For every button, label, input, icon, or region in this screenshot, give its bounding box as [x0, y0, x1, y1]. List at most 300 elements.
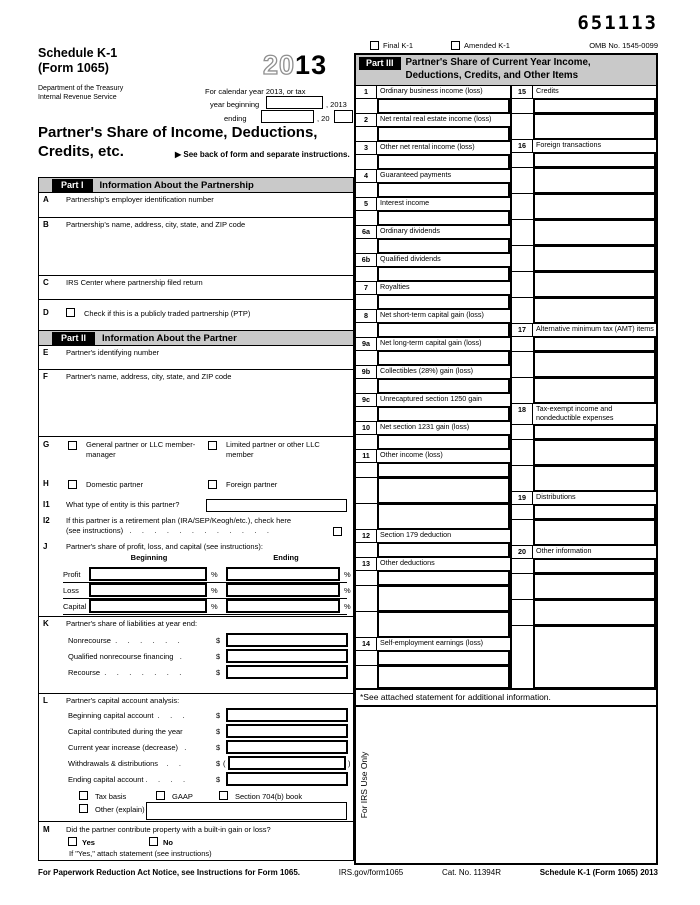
section-l-capital-account [39, 694, 353, 822]
j-profit-row [63, 567, 351, 583]
line-gutter [512, 600, 533, 626]
line-gutter [356, 543, 377, 558]
row-e-partner-id[interactable] [39, 346, 353, 370]
row-b-letter: B [43, 220, 49, 229]
line-label: Net rental real estate income (loss) [380, 114, 492, 124]
j-capital-row [63, 599, 351, 615]
line-number: 11 [356, 450, 377, 462]
schedule-title-block [38, 46, 117, 76]
l-withdrawals-label: Withdrawals & distributions . . [68, 759, 181, 768]
percent-sign: % [344, 602, 351, 611]
line-16-entry-box[interactable] [533, 219, 656, 246]
line-20-entry-row [512, 600, 656, 626]
line-3-entry-row [356, 155, 510, 170]
line-number: 19 [512, 492, 533, 504]
line-label: Guaranteed payments [380, 170, 452, 180]
line-number: 18 [512, 404, 533, 423]
l-ending-capital-row [68, 772, 347, 788]
line-number: 4 [356, 170, 377, 182]
line-16-entry-box[interactable] [533, 193, 656, 220]
l-withdrawals-input[interactable] [228, 756, 346, 770]
line-label: Credits [536, 86, 559, 96]
line-gutter [512, 194, 533, 220]
line-16-entry-row [512, 272, 656, 298]
part3-body [354, 53, 658, 865]
year-ending-yy-input[interactable] [334, 110, 353, 123]
row-d-label: Check if this is a publicly traded partnership (PTP) [84, 309, 251, 318]
dollar-sign: $ [216, 652, 221, 661]
line-9a-entry-row [356, 351, 510, 366]
j-capital-ending-input[interactable] [226, 599, 340, 613]
tax-basis-label: Tax basis [95, 792, 127, 801]
line-17-entry-box[interactable] [533, 351, 656, 378]
l-current-year-increase-label: Current year increase (decrease) . [68, 743, 187, 752]
line-12-entry-row [356, 543, 510, 558]
line-gutter [356, 127, 377, 142]
tax-basis-checkbox[interactable] [79, 791, 88, 800]
line-label: Section 179 deduction [380, 530, 452, 540]
line-label: Qualified dividends [380, 254, 441, 264]
line-20-entry-box[interactable] [533, 625, 656, 690]
line-9b-entry-row [356, 379, 510, 394]
row-f-label: Partner's name, address, city, state, and ZIP code [66, 372, 232, 381]
part3-title-line1: Partner's Share of Current Year Income, [405, 57, 591, 68]
other-explain-input[interactable] [146, 802, 347, 820]
l-beginning-capital-row [68, 708, 347, 724]
general-partner-label: General partner or LLC member-manager [86, 440, 196, 459]
line-gutter [356, 651, 377, 666]
dollar-sign: $ [216, 636, 221, 645]
line-11-entry-row [356, 463, 510, 478]
line-number: 6b [356, 254, 377, 266]
m-no-checkbox[interactable] [149, 837, 158, 846]
row-d-ptp [39, 300, 353, 330]
k-qualified-nonrecourse-label: Qualified nonrecourse financing . [68, 652, 182, 661]
line-9b-entry-box[interactable] [377, 378, 510, 394]
line-label: Other income (loss) [380, 450, 443, 460]
row-c-irs-center[interactable] [39, 276, 353, 300]
line-4-entry-box[interactable] [377, 182, 510, 198]
line-11-entry-box[interactable] [377, 477, 510, 504]
line-18-entry-row [512, 466, 656, 492]
line-number: 13 [356, 558, 377, 570]
line-19-entry-row [512, 520, 656, 546]
row-b-label: Partnership's name, address, city, state, and ZIP code [66, 220, 246, 229]
line-20-entry-box[interactable] [533, 573, 656, 600]
final-k1-checkbox[interactable] [370, 41, 379, 50]
j-profit-ending-input[interactable] [226, 567, 340, 581]
line-number: 16 [512, 140, 533, 152]
line-13-entry-box[interactable] [377, 585, 510, 612]
line-label: Royalties [380, 282, 410, 292]
j-capital-beginning-input[interactable] [89, 599, 207, 613]
line-label: Alternative minimum tax (AMT) items [536, 324, 654, 334]
line-number: 17 [512, 324, 533, 336]
line-number: 8 [356, 310, 377, 322]
dollar-sign: $ [216, 711, 221, 720]
line-number: 2 [356, 114, 377, 126]
line-15-entry-box[interactable] [533, 98, 656, 114]
schedule-name: Schedule K-1 [38, 46, 118, 60]
section-m-builtin-gain [39, 822, 353, 860]
tax-year [263, 50, 327, 81]
line-3-entry-box[interactable] [377, 154, 510, 170]
part3-title-line2: Deductions, Credits, and Other Items [405, 69, 579, 81]
percent-sign: % [211, 570, 218, 579]
line-number: 9b [356, 366, 377, 378]
irs-url: IRS.gov/form1065 [338, 868, 404, 877]
part3-title [406, 57, 591, 82]
l-ending-capital-input[interactable] [226, 772, 348, 786]
line-gutter [356, 155, 377, 170]
line-label: Ordinary business income (loss) [380, 86, 483, 96]
row-e-letter: E [43, 348, 49, 357]
section-704b-label: Section 704(b) book [235, 792, 303, 801]
line-gutter [512, 440, 533, 466]
calendar-year-line: For calendar year 2013, or tax [205, 87, 306, 96]
row-a-label: Partnership's employer identification number [66, 195, 214, 204]
l-capital-contributed-input[interactable] [226, 724, 348, 738]
close-paren: ) [348, 759, 351, 768]
line-16-entry-row [512, 246, 656, 272]
gaap-checkbox[interactable] [156, 791, 165, 800]
line-gutter [356, 239, 377, 254]
year-beginning-input[interactable] [266, 96, 323, 109]
line-16-entry-box[interactable] [533, 297, 656, 324]
l-current-year-increase-input[interactable] [226, 740, 348, 754]
line-label: Net short-term capital gain (loss) [380, 310, 484, 320]
line-gutter [356, 571, 377, 586]
section-l-title: Partner's capital account analysis: [66, 696, 180, 705]
k-recourse-row [68, 665, 347, 681]
row-i1-letter: I1 [43, 500, 50, 509]
line-12-entry-box[interactable] [377, 542, 510, 558]
line-gutter [356, 379, 377, 394]
line-gutter [512, 352, 533, 378]
line-gutter [356, 99, 377, 114]
line-20-entry-row [512, 626, 656, 690]
line-number: 12 [356, 530, 377, 542]
line-16-entry-box[interactable] [533, 152, 656, 168]
line-2-entry-box[interactable] [377, 126, 510, 142]
line-17-entry-row [512, 337, 656, 352]
line-20-entry-box[interactable] [533, 558, 656, 574]
footer-form-id: Schedule K-1 (Form 1065) 2013 [539, 868, 658, 877]
part3-left-column [356, 86, 510, 689]
section-k-title: Partner's share of liabilities at year end: [66, 619, 198, 628]
line-16-entry-box[interactable] [533, 167, 656, 194]
line-gutter [512, 425, 533, 440]
foreign-partner-checkbox[interactable] [208, 480, 217, 489]
row-c-label: IRS Center where partnership filed return [66, 278, 203, 287]
part3-panel [354, 38, 658, 865]
line-10-entry-box[interactable] [377, 434, 510, 450]
line-17-entry-row [512, 352, 656, 378]
row-h-letter: H [43, 479, 49, 488]
line-1-entry-box[interactable] [377, 98, 510, 114]
line-gutter [512, 378, 533, 404]
row-i2-see-instructions: (see instructions) [66, 526, 124, 535]
line-9c-entry-box[interactable] [377, 406, 510, 422]
row-f-letter: F [43, 372, 48, 381]
row-a-letter: A [43, 195, 49, 204]
line-17-entry-box[interactable] [533, 377, 656, 404]
percent-sign: % [211, 602, 218, 611]
line-7-entry-row [356, 295, 510, 310]
line-label: Net long-term capital gain (loss) [380, 338, 482, 348]
j-loss-beginning-input[interactable] [89, 583, 207, 597]
line-6b-entry-box[interactable] [377, 266, 510, 282]
l-ending-capital-label: Ending capital account . . . . [68, 775, 186, 784]
part2-tag: Part II [52, 332, 95, 345]
dollar-sign: $ [216, 775, 221, 784]
line-1-entry-row [356, 99, 510, 114]
line-number: 15 [512, 86, 533, 98]
m-yes-label: Yes [82, 838, 95, 847]
line-gutter [512, 153, 533, 168]
m-note: If "Yes," attach statement (see instructions) [69, 849, 212, 858]
line-14-entry-row [356, 666, 510, 689]
line-15-entry-row [512, 99, 656, 114]
k-qualified-nonrecourse-row [68, 649, 347, 665]
line-label: Other information [536, 545, 592, 555]
line-gutter [512, 220, 533, 246]
part3-grid [356, 85, 656, 689]
percent-sign: % [344, 586, 351, 595]
line-number: 5 [356, 198, 377, 210]
part3-tag: Part III [359, 57, 401, 70]
j-loss-row [63, 583, 351, 599]
line-number: 1 [356, 86, 377, 98]
line-11-entry-row [356, 478, 510, 504]
dept-line2: Internal Revenue Service [38, 94, 117, 102]
form-number: (Form 1065) [38, 61, 109, 75]
j-loss-label: Loss [63, 586, 79, 595]
k-qualified-nonrecourse-input[interactable] [226, 649, 348, 663]
line-16-entry-row [512, 168, 656, 194]
line-4-entry-row [356, 183, 510, 198]
line-gutter [512, 298, 533, 324]
section-j-letter: J [43, 542, 48, 551]
line-gutter [356, 323, 377, 338]
catalog-number: Cat. No. 11394R [441, 868, 501, 877]
retirement-plan-checkbox[interactable] [333, 527, 342, 536]
line-9a-entry-box[interactable] [377, 350, 510, 366]
line-18-entry-row [512, 425, 656, 440]
year-beginning-suffix: , 2013 [326, 100, 347, 109]
line-gutter [356, 407, 377, 422]
year-suffix: 13 [295, 50, 328, 80]
row-h-partner-domicile [39, 477, 353, 498]
line-number: 9a [356, 338, 377, 350]
line-8-entry-row [356, 323, 510, 338]
line-label: Collectibles (28%) gain (loss) [380, 366, 474, 376]
row-f-partner-address[interactable] [39, 370, 353, 437]
parts-1-2-column [38, 177, 354, 861]
section-k-liabilities [39, 617, 353, 694]
k-recourse-input[interactable] [226, 665, 348, 679]
m-yes-checkbox[interactable] [68, 837, 77, 846]
line-gutter [512, 99, 533, 114]
line-gutter [356, 612, 377, 638]
l-beginning-capital-input[interactable] [226, 708, 348, 722]
section-l-letter: L [43, 696, 48, 705]
final-k1-label: Final K-1 [383, 41, 414, 50]
l-current-year-increase-row [68, 740, 347, 756]
line-gutter [512, 337, 533, 352]
line-number: 3 [356, 142, 377, 154]
form-barcode-number: 651113 [577, 12, 658, 34]
row-i1-entity-type [39, 498, 353, 514]
line-gutter [356, 295, 377, 310]
line-16-entry-row [512, 298, 656, 324]
line-gutter [512, 505, 533, 520]
year-prefix: 20 [263, 50, 296, 80]
line-10-entry-row [356, 435, 510, 450]
l-beginning-capital-label: Beginning capital account . . . [68, 711, 185, 720]
j-loss-ending-input[interactable] [226, 583, 340, 597]
line-17-entry-box[interactable] [533, 336, 656, 352]
line-14-entry-box[interactable] [377, 650, 510, 666]
line-gutter [512, 246, 533, 272]
row-b-partnership-address[interactable] [39, 218, 353, 276]
section-j-share [39, 540, 353, 617]
line-8-entry-box[interactable] [377, 322, 510, 338]
form-footer [38, 868, 658, 877]
year-ending-input[interactable] [261, 110, 314, 123]
amended-k1-checkbox[interactable] [451, 41, 460, 50]
year-beginning-label: year beginning [210, 100, 260, 109]
line-number: 6a [356, 226, 377, 238]
line-label: Other net rental income (loss) [380, 142, 475, 152]
year-ending-label: ending [224, 114, 247, 123]
section-j-title: Partner's share of profit, loss, and capital (see instructions): [66, 542, 263, 551]
line-19-entry-box[interactable] [533, 504, 656, 520]
line-label: Tax-exempt income and nondeductible expenses [536, 404, 614, 423]
dollar-sign: $ [216, 727, 221, 736]
line-number: 20 [512, 546, 533, 558]
line-gutter [356, 666, 377, 689]
line-6a-entry-row [356, 239, 510, 254]
ptp-checkbox[interactable] [66, 308, 75, 317]
line-20-entry-row [512, 574, 656, 600]
line-20-entry-row [512, 559, 656, 574]
irs-use-only-label: For IRS Use Only [359, 752, 369, 819]
line-number: 10 [356, 422, 377, 434]
line-16-entry-box[interactable] [533, 245, 656, 272]
see-back-text: See back of form and separate instructions. [183, 150, 350, 159]
line-18-entry-box[interactable] [533, 439, 656, 466]
line-5-entry-row [356, 211, 510, 226]
line-number: 14 [356, 638, 377, 650]
j-profit-label: Profit [63, 570, 81, 579]
line-6b-entry-row [356, 267, 510, 282]
l-withdrawals-row [68, 756, 351, 772]
foreign-partner-label: Foreign partner [226, 480, 278, 489]
line-14-entry-box[interactable] [377, 665, 510, 689]
domestic-partner-checkbox[interactable] [68, 480, 77, 489]
j-capital-label: Capital [63, 602, 87, 611]
limited-partner-checkbox[interactable] [208, 441, 217, 450]
line-label: Self-employment earnings (loss) [380, 638, 484, 648]
line-gutter [356, 504, 377, 530]
line-11-entry-box[interactable] [377, 503, 510, 530]
line-13-entry-row [356, 612, 510, 638]
line-13-entry-box[interactable] [377, 611, 510, 638]
row-c-letter: C [43, 278, 49, 287]
section-704b-checkbox[interactable] [219, 791, 228, 800]
line-gutter [512, 272, 533, 298]
line-16-entry-row [512, 153, 656, 168]
part1-header [39, 177, 353, 193]
row-d-letter: D [43, 308, 49, 317]
row-i2-line2 [66, 526, 269, 535]
line-16-entry-row [512, 220, 656, 246]
k-recourse-label: Recourse . . . . . . . [68, 668, 182, 677]
dept-line1: Department of the Treasury [38, 85, 124, 92]
j-ending-header: Ending [273, 553, 299, 562]
row-i2-dots: . . . . . . . . . . . . [129, 526, 269, 535]
line-label: Interest income [380, 198, 430, 208]
section-m-question: Did the partner contribute property with a built-in gain or loss? [66, 825, 271, 834]
line-15-entry-box[interactable] [533, 113, 656, 140]
line-label: Unrecaptured section 1250 gain [380, 394, 482, 404]
amended-k1-label: Amended K-1 [464, 41, 510, 50]
k-nonrecourse-row [68, 633, 347, 649]
line-18-entry-box[interactable] [533, 424, 656, 440]
line-13-entry-box[interactable] [377, 570, 510, 586]
line-gutter [512, 574, 533, 600]
line-16-entry-row [512, 194, 656, 220]
omb-number: OMB No. 1545-0099 [589, 41, 658, 50]
part1-title: Information About the Partnership [99, 179, 254, 191]
row-i2-letter: I2 [43, 516, 50, 525]
line-gutter [356, 183, 377, 198]
line-17-entry-row [512, 378, 656, 404]
line-7-entry-box[interactable] [377, 294, 510, 310]
row-g-partner-type [39, 437, 353, 477]
l-capital-contributed-label: Capital contributed during the year [68, 727, 183, 736]
line-19-entry-box[interactable] [533, 519, 656, 546]
line-18-label-row [512, 404, 656, 424]
line-5-entry-box[interactable] [377, 210, 510, 226]
line-2-entry-row [356, 127, 510, 142]
main-title-line2: Credits, etc. [38, 142, 124, 160]
line-gutter [356, 211, 377, 226]
m-no-label: No [163, 838, 173, 847]
l-capital-contributed-row [68, 724, 347, 740]
entity-type-input[interactable] [206, 499, 347, 512]
main-title-line1: Partner's Share of Income, Deductions, [38, 124, 318, 141]
line-gutter [356, 351, 377, 366]
line-20-entry-box[interactable] [533, 599, 656, 626]
k-nonrecourse-input[interactable] [226, 633, 348, 647]
line-16-entry-box[interactable] [533, 271, 656, 298]
see-attached-note: *See attached statement for additional information. [356, 689, 656, 705]
line-gutter [356, 435, 377, 450]
general-partner-checkbox[interactable] [68, 441, 77, 450]
line-6a-entry-box[interactable] [377, 238, 510, 254]
row-a-ein[interactable] [39, 193, 353, 218]
j-profit-beginning-input[interactable] [89, 567, 207, 581]
paperwork-notice: For Paperwork Reduction Act Notice, see Instructions for Form 1065. [38, 868, 300, 877]
line-18-entry-box[interactable] [533, 465, 656, 492]
line-11-entry-box[interactable] [377, 462, 510, 478]
line-gutter [356, 586, 377, 612]
other-explain-checkbox[interactable] [79, 804, 88, 813]
line-18-entry-row [512, 440, 656, 466]
arrow-icon: ▶ [175, 150, 182, 159]
